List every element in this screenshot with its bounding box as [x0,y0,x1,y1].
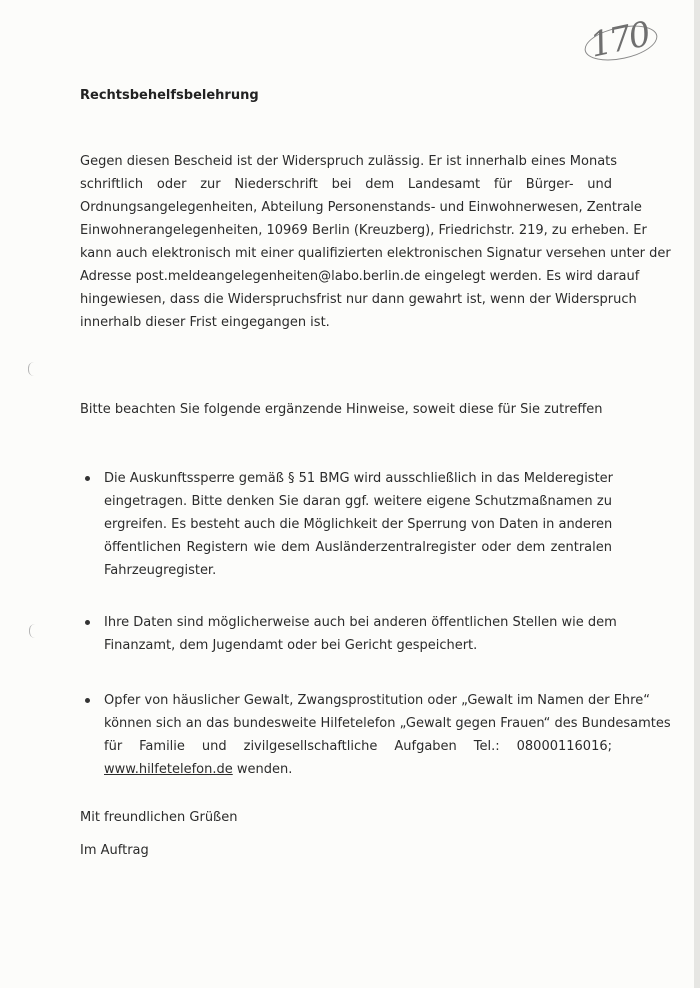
list-item [104,689,671,781]
list-item-line: Opfer von häuslicher Gewalt, Zwangsprostitution oder „Gewalt im Namen der Ehre“ [104,693,650,708]
paragraph-line: innerhalb dieser Frist eingegangen ist. [80,315,330,330]
paragraph-line: hingewiesen, dass die Widerspruchsfrist nur dann gewahrt ist, wenn der Widerspruch [80,292,637,307]
list-item-line: Ihre Daten sind möglicherweise auch bei anderen öffentlichen Stellen wie dem [104,615,617,630]
bullet-dot [85,620,90,625]
bullet-dot [85,476,90,481]
hints-intro: Bitte beachten Sie folgende ergänzende Hinweise, soweit diese für Sie zutreffen [80,402,603,417]
paragraph-line: Adresse post.meldeangelegenheiten@labo.berlin.de eingelegt werden. Es wird darauf [80,269,640,284]
list-item-line: eingetragen. Bitte denken Sie daran ggf. weitere eigene Schutzmaßnamen zu [104,494,612,509]
list-item-line: öffentlichen Registern wie dem Ausländerzentralregister oder dem zentralen [104,540,612,555]
list-item-line: Die Auskunftssperre gemäß § 51 BMG wird ausschließlich in das Melderegister [104,471,614,486]
margin-mark [28,362,35,376]
list-item-text: wenden. [232,762,293,777]
list-item-line: für Familie und zivilgesellschaftliche Aufgaben Tel.: 08000116016; [104,739,612,754]
paragraph-line: Ordnungsangelegenheiten, Abteilung Personenstands- und Einwohnerwesen, Zentrale [80,200,642,215]
section-heading: Rechtsbehelfsbelehrung [80,88,259,103]
list-item-line: ergreifen. Es besteht auch die Möglichkeit der Sperrung von Daten in anderen [104,517,613,532]
paragraph-line: Einwohnerangelegenheiten, 10969 Berlin (Kreuzberg), Friedrichstr. 219, zu erheben. Er [80,223,647,238]
handwritten-page-number: 170 [586,14,653,66]
list-item-line [104,758,612,781]
closing-greeting: Mit freundlichen Grüßen [80,810,238,825]
paragraph-line: Gegen diesen Bescheid ist der Widerspruch zulässig. Er ist innerhalb eines Monats [80,154,618,169]
list-item [104,611,617,657]
list-item-line: Finanzamt, dem Jugendamt oder bei Gericht gespeichert. [104,638,478,653]
list-item-line: können sich an das bundesweite Hilfetelefon „Gewalt gegen Frauen“ des Bundesamtes [104,716,671,731]
page-edge-shadow [694,0,700,988]
paragraph-line: schriftlich oder zur Niederschrift bei dem Landesamt für Bürger- und [80,177,612,192]
list-item [104,467,612,582]
hilfetelefon-link[interactable]: www.hilfetelefon.de [104,762,233,777]
list-item-line: Fahrzeugregister. [104,563,217,578]
signature-line: Im Auftrag [80,843,149,858]
paragraph-line: kann auch elektronisch mit einer qualifizierten elektronischen Signatur versehen unter der [80,246,671,261]
bullet-dot [85,698,90,703]
legal-remedy-paragraph [80,150,671,334]
margin-mark [29,624,36,638]
